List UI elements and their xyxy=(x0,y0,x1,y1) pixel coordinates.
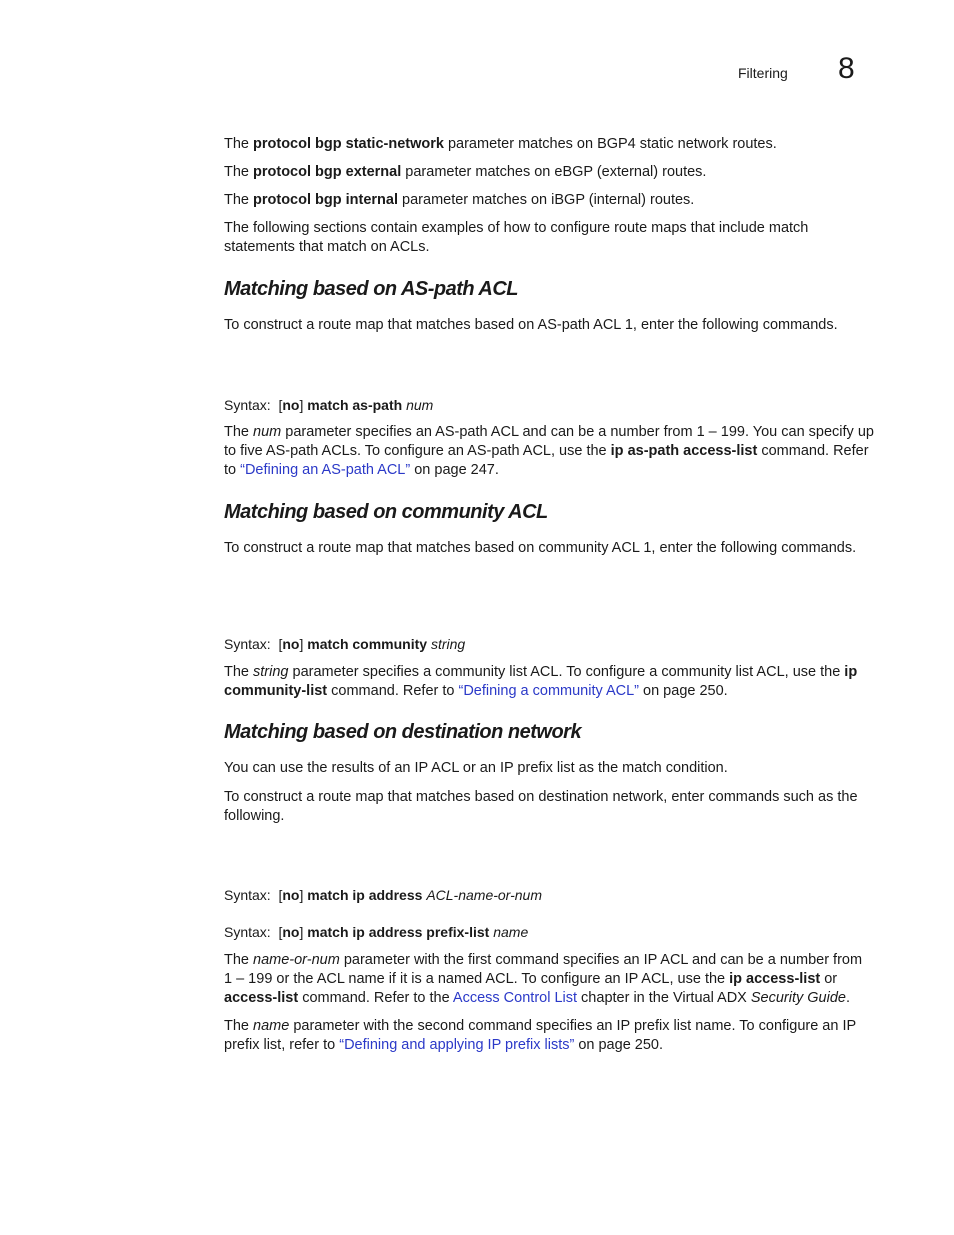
heading-community-acl: Matching based on community ACL xyxy=(224,501,548,523)
paragraph-community-intro: To construct a route map that matches based on community ACL 1, enter the following commands. xyxy=(224,540,857,556)
paragraph-destination-desc-1: The name-or-num parameter with the first command specifies an IP ACL and can be a number from 1 – 199 or the ACL name if it is a named ACL. To configure an IP ACL, use the ip access-list or access-list command. Refer to the Access Control List chapter in the Virtual ADX Security Guide. xyxy=(224,952,863,1006)
header-chapter-number: 8 xyxy=(838,52,855,85)
paragraph-internal: The protocol bgp internal parameter matches on iBGP (internal) routes. xyxy=(224,192,695,208)
link-defining-ip-prefix-lists[interactable]: “Defining and applying IP prefix lists” xyxy=(339,1037,575,1053)
paragraph-static-network: The protocol bgp static-network parameter matches on BGP4 static network routes. xyxy=(224,136,777,152)
paragraph-destination-intro-1: You can use the results of an IP ACL or an IP prefix list as the match condition. xyxy=(224,760,728,776)
paragraph-as-path-desc: The num parameter specifies an AS-path ACL and can be a number from 1 – 199. You can specify up to five AS-path ACLs. To configure an AS-path ACL, use the ip as-path access-list command. Refer to “Defining an AS-path ACL” on page 247. xyxy=(224,424,874,478)
heading-destination-network: Matching based on destination network xyxy=(224,721,582,743)
paragraph-sections-intro: The following sections contain examples of how to configure route maps that include match statements that match on ACLs. xyxy=(224,220,809,255)
paragraph-destination-desc-2: The name parameter with the second command specifies an IP prefix list name. To configure an IP prefix list, refer to “Defining and applying IP prefix lists” on page 250. xyxy=(224,1018,856,1053)
heading-as-path-acl: Matching based on AS-path ACL xyxy=(224,278,519,300)
syntax-as-path: Syntax: [no] match as-path num xyxy=(224,397,434,413)
paragraph-external: The protocol bgp external parameter matches on eBGP (external) routes. xyxy=(224,164,707,180)
link-defining-as-path-acl[interactable]: “Defining an AS-path ACL” xyxy=(240,462,411,478)
paragraph-destination-intro-2: To construct a route map that matches based on destination network, enter commands such as the following. xyxy=(224,789,858,824)
header-section-title: Filtering xyxy=(738,65,788,81)
link-access-control-list[interactable]: Access Control List xyxy=(452,990,578,1006)
paragraph-community-desc: The string parameter specifies a community list ACL. To configure a community list ACL, use the ip community-list command. Refer to “Defining a community ACL” on page 250. xyxy=(224,664,858,699)
syntax-ip-address-prefix-list: Syntax: [no] match ip address prefix-list name xyxy=(224,924,529,940)
link-defining-community-acl[interactable]: “Defining a community ACL” xyxy=(458,683,639,699)
paragraph-as-path-intro: To construct a route map that matches based on AS-path ACL 1, enter the following commands. xyxy=(224,317,838,333)
syntax-community: Syntax: [no] match community string xyxy=(224,636,466,652)
syntax-ip-address: Syntax: [no] match ip address ACL-name-or-num xyxy=(224,887,542,903)
